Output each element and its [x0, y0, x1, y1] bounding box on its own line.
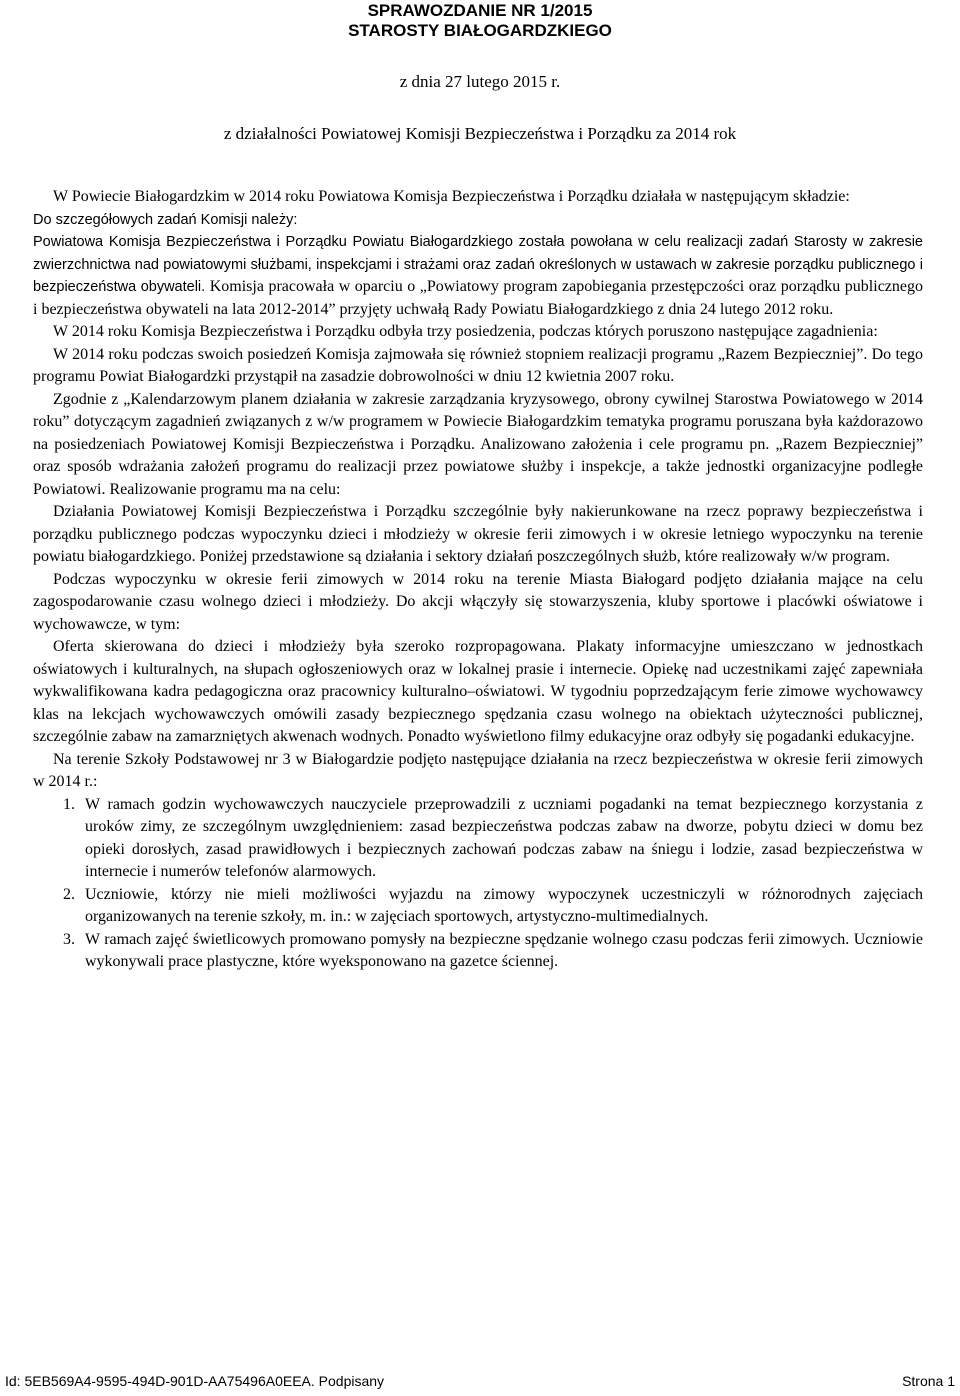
document-title-line1: SPRAWOZDANIE NR 1/2015 [367, 1, 593, 20]
paragraph-calendar-plan: Zgodnie z „Kalendarzowym planem działania w zakresie zarządzania kryzysowego, obrony cywilnej Starostwa Powiatowego w 2014 roku” dotyczącym zagadnień związanych z w/w programem w Powiecie Białogardzkim tematyka programu poruszana była każdorazowo na posiedzeniach Powiatowej Komisji Bezpieczeństwa i Porządku. Analizowano założenia i cele programu pn. „Razem Bezpieczniej” oraz sposób wdrażania założeń programu do realizacji przez powiatowe służby i inspekcje, a także jednostki organizacyjne podległe Powiatowi. Realizowanie programu ma na celu: [33, 390, 923, 498]
paragraph-school-actions: Na terenie Szkoły Podstawowej nr 3 w Białogardzie podjęto następujące działania na rzecz bezpieczeństwa w okresie ferii zimowych w 2014 r.: [33, 750, 923, 790]
document-id: Id: 5EB569A4-9595-494D-901D-AA75496A0EEA. Podpisany [5, 1373, 385, 1389]
document-date: z dnia 27 lutego 2015 r. [399, 72, 561, 91]
list-item-number: 2. [63, 885, 75, 903]
list-item [33, 884, 923, 929]
paragraph-winter-holidays: Podczas wypoczynku w okresie ferii zimowych w 2014 roku na terenie Miasta Białogard podjęto działania mające na celu zagospodarowanie czasu wolnego dzieci i młodzieży. Do akcji włączyły się stowarzyszenia, kluby sportowe i placówki oświatowe i wychowawcze, w tym: [33, 570, 923, 633]
paragraph-commission-purpose-text: Powiatowa Komisja Bezpieczeństwa i Porządku Powiatu Białogardzkiego została powołana w celu realizacji zadań Starosty w zakresie zwierzchnictwa nad powiatowymi służbami, inspekcjami i strażami oraz zadań określonych w ustawach w zakresie porządku publicznego i bezpieczeństwa obywateli. [33, 234, 923, 295]
document-subtitle: z działalności Powiatowej Komisji Bezpieczeństwa i Porządku za 2014 rok [223, 124, 737, 143]
paragraph-duties-heading: Do szczegółowych zadań Komisji należy: [33, 211, 298, 228]
paragraph-offer: Oferta skierowana do dzieci i młodzieży była szeroko rozpropagowana. Plakaty informacyjne umieszczano w jednostkach oświatowych i kulturalnych, na słupach ogłoszeniowych oraz w lokalnej prasie i internecie. Opiekę nad uczestnikami zajęć zapewniała wykwalifikowana kadra pedagogiczna oraz pracownicy kulturalno–oświatowi. W tygodniu poprzedzającym ferie zimowe wychowawcy klas na lekcjach wychowawczych omówili zasady bezpiecznego spędzania czasu wolnego na obiektach użyteczności publicznej, szczególnie zabaw na zamarzniętych akwenach wodnych. Ponadto wyświetlono filmy edukacyjne oraz odbyły się pogadanki edukacyjne. [33, 638, 923, 745]
page-number: Strona 1 [902, 1373, 955, 1389]
list-item-number: 1. [63, 795, 75, 813]
list-item-text: Uczniowie, którzy nie mieli możliwości wyjazdu na zimowy wypoczynek uczestniczyli w różnorodnych zajęciach organizowanych na terenie szkoły, m. in.: w zajęciach sportowych, artystyczno-multimedialnych. [85, 885, 923, 925]
list-item-text: W ramach zajęć świetlicowych promowano pomysły na bezpieczne spędzanie wolnego czasu podczas ferii zimowych. Uczniowie wykonywali prace plastyczne, które wyeksponowano na gazetce ściennej. [85, 930, 923, 970]
paragraph-actions: Działania Powiatowej Komisji Bezpieczeństwa i Porządku szczególnie były nakierunkowane na rzecz poprawy bezpieczeństwa i porządku publicznego podczas wypoczynku dzieci i młodzieży w okresie ferii zimowych i w okresie letniego wypoczynku na terenie powiatu białogardzkiego. Poniżej przedstawione są działania i sektory działań poszczególnych służb, które realizowały w/w program. [33, 503, 923, 565]
paragraph-commission-purpose [33, 231, 923, 321]
paragraph-razem-bezpieczniej: W 2014 roku podczas swoich posiedzeń Komisja zajmowała się również stopniem realizacji programu „Razem Bezpieczniej”. Do tego programu Powiat Białogardzki przystąpił na zasadzie dobrowolności w dniu 12 kwietnia 2007 roku. [33, 345, 923, 385]
list-item [33, 794, 923, 884]
school-actions-list [33, 794, 923, 974]
document-title-line2: STAROSTY BIAŁOGARDZKIEGO [348, 21, 612, 40]
paragraph-program-basis: Komisja pracowała w oparciu o „Powiatowy program zapobiegania przestępczości oraz porządku publicznego i bezpieczeństwa obywateli na lata 2012-2014” przyjęty uchwałą Rady Powiatu Białogardzkiego z dnia 24 lutego 2012 roku. [33, 278, 924, 318]
paragraph-composition: W Powiecie Białogardzkim w 2014 roku Powiatowa Komisja Bezpieczeństwa i Porządku działała w następującym składzie: [53, 188, 850, 205]
list-item-number: 3. [63, 930, 75, 948]
document-body [33, 186, 923, 974]
paragraph-meetings: W 2014 roku Komisja Bezpieczeństwa i Porządku odbyła trzy posiedzenia, podczas których poruszono następujące zagadnienia: [53, 323, 878, 340]
list-item-text: W ramach godzin wychowawczych nauczyciele przeprowadzili z uczniami pogadanki na temat bezpiecznego korzystania z uroków zimy, ze szczególnym uwzględnieniem: zasad bezpieczeństwa podczas zabaw na dworze, pobytu dzieci w domu bez opieki dorosłych, zasad prawidłowych i bezpiecznych zachowań podczas zabaw na śniegu i lodzie, zasad bezpieczeństwa w internecie i numerów telefonów alarmowych. [85, 795, 923, 880]
list-item [33, 929, 923, 974]
